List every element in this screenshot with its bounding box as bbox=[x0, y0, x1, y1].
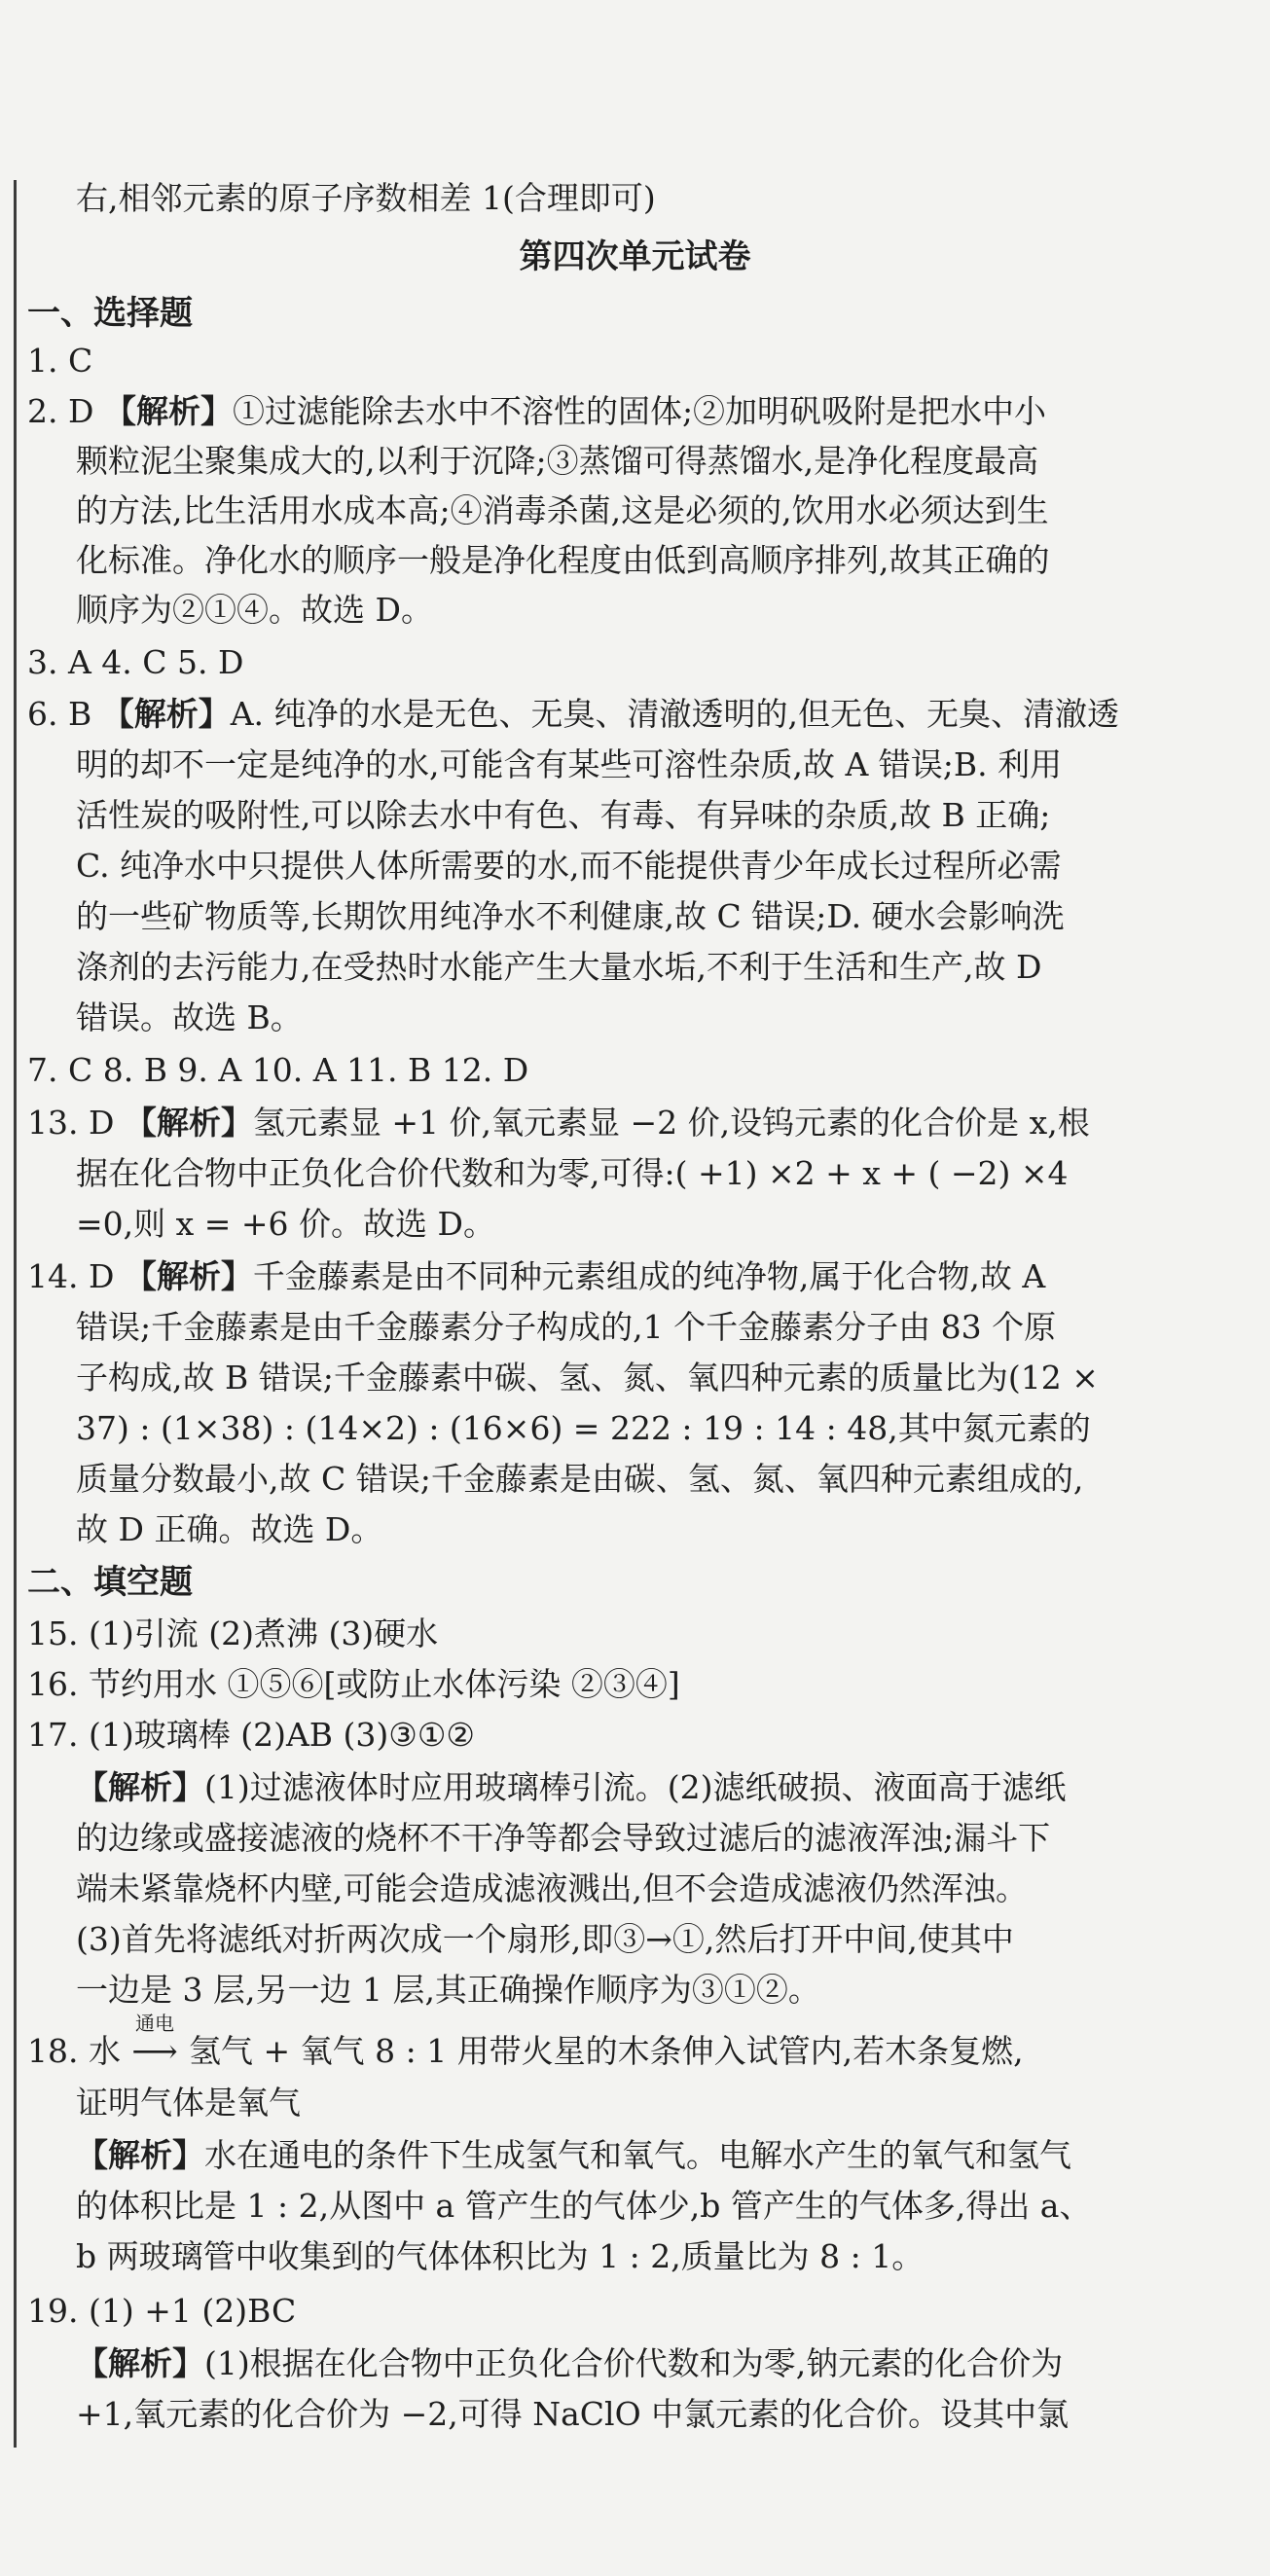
answer-q2-line1 bbox=[27, 391, 1244, 432]
answer-q14-line6: 故 D 正确。故选 D。 bbox=[76, 1510, 383, 1548]
answer-q17-exp-line5: 一边是 3 层,另一边 1 层,其正确操作顺序为③①②。 bbox=[76, 1971, 820, 2009]
answer-q19-exp-line2: +1,氧元素的化合价为 −2,可得 NaClO 中氯元素的化合价。设其中氯 bbox=[76, 2395, 1070, 2433]
analysis-tag: 【解析】 bbox=[103, 392, 233, 430]
answer-q17: 17. (1)玻璃棒 (2)AB (3)③①② bbox=[27, 1716, 476, 1754]
analysis-text: (1)过滤液体时应用玻璃棒引流。(2)滤纸破损、液面高于滤纸 bbox=[204, 1768, 1067, 1806]
answer-number: 6. B bbox=[27, 695, 102, 733]
answer-q6-line3: 活性炭的吸附性,可以除去水中有色、有毒、有异味的杂质,故 B 正确; bbox=[76, 796, 1051, 834]
answer-q6-line2: 明的却不一定是纯净的水,可能含有某些可溶性杂质,故 A 错误;B. 利用 bbox=[76, 745, 1063, 783]
answer-q18-exp-line1 bbox=[76, 2135, 1270, 2176]
answer-q19: 19. (1) +1 (2)BC bbox=[27, 2292, 297, 2330]
answer-number: 13. D bbox=[27, 1104, 125, 1142]
answer-q1: 1. C bbox=[27, 342, 93, 380]
answer-q6-line7: 错误。故选 B。 bbox=[76, 998, 303, 1036]
section-heading-choice: 一、选择题 bbox=[27, 294, 193, 333]
analysis-tag: 【解析】 bbox=[76, 2136, 204, 2174]
reaction-arrow bbox=[121, 2012, 189, 2072]
answer-q14-line4: 37) : (1×38) : (14×2) : (16×6) = 222 : 19 : 14 : 48,其中氮元素的 bbox=[76, 1409, 1091, 1447]
answer-q3-5: 3. A 4. C 5. D bbox=[27, 643, 244, 681]
answer-q19-exp-line1 bbox=[76, 2343, 1270, 2384]
answer-q17-exp-line2: 的边缘或盛接滤液的烧杯不干净等都会导致过滤后的滤液浑浊;漏斗下 bbox=[76, 1819, 1051, 1857]
answer-q2-line4: 化标准。净化水的顺序一般是净化程度由低到高顺序排列,故其正确的 bbox=[76, 541, 1050, 579]
analysis-tag: 【解析】 bbox=[124, 1257, 253, 1295]
answer-number: 14. D bbox=[27, 1257, 125, 1295]
analysis-text: 千金藤素是由不同种元素组成的纯净物,属于化合物,故 A bbox=[252, 1257, 1046, 1295]
answer-q2-line3: 的方法,比生活用水成本高;④消毒杀菌,这是必须的,饮用水必须达到生 bbox=[76, 491, 1049, 529]
answer-q18-line1 bbox=[27, 2012, 1244, 2072]
reaction-condition: 通电 bbox=[134, 2012, 174, 2035]
answer-q13-line3: =0,则 x = +6 价。故选 D。 bbox=[76, 1205, 495, 1243]
answer-q13-line2: 据在化合物中正负化合价代数和为零,可得:( +1) ×2 + x + ( −2) ×4 bbox=[76, 1154, 1069, 1192]
answer-q17-exp-line1 bbox=[76, 1767, 1270, 1808]
answer-q2-line2: 颗粒泥尘聚集成大的,以利于沉降;③蒸馏可得蒸馏水,是净化程度最高 bbox=[76, 442, 1039, 480]
answer-q14-line2: 错误;千金藤素是由千金藤素分子构成的,1 个千金藤素分子由 83 个原 bbox=[76, 1308, 1057, 1346]
analysis-text: 氢元素显 +1 价,氧元素显 −2 价,设钨元素的化合价是 x,根 bbox=[252, 1104, 1090, 1142]
analysis-text: 水在通电的条件下生成氢气和氧气。电解水产生的氧气和氢气 bbox=[204, 2136, 1071, 2174]
answer-q14-line3: 子构成,故 B 错误;千金藤素中碳、氢、氮、氧四种元素的质量比为(12 × bbox=[76, 1359, 1099, 1397]
answer-q18-exp-line3: b 两玻璃管中收集到的气体体积比为 1 : 2,质量比为 8 : 1。 bbox=[76, 2237, 925, 2275]
analysis-tag: 【解析】 bbox=[124, 1104, 253, 1142]
answer-q16: 16. 节约用水 ①⑤⑥[或防止水体污染 ②③④] bbox=[27, 1665, 680, 1703]
answer-q6-line1 bbox=[27, 694, 1244, 735]
answer-q17-exp-line3: 端未紧靠烧杯内壁,可能会造成滤液溅出,但不会造成滤液仍然浑浊。 bbox=[76, 1869, 1028, 1907]
answer-q6-line6: 涤剂的去污能力,在受热时水能产生大量水垢,不利于生活和生产,故 D bbox=[76, 948, 1042, 986]
answer-q6-line4: C. 纯净水中只提供人体所需要的水,而不能提供青少年成长过程所必需 bbox=[76, 847, 1062, 885]
analysis-text: (1)根据在化合物中正负化合价代数和为零,钠元素的化合价为 bbox=[204, 2344, 1064, 2382]
q18-products: 氢气 + 氧气 8 : 1 用带火星的木条伸入试管内,若木条复燃, bbox=[188, 2032, 1024, 2070]
section-heading-fill: 二、填空题 bbox=[27, 1563, 193, 1602]
answer-q14-line5: 质量分数最小,故 C 错误;千金藤素是由碳、氢、氮、氧四种元素组成的, bbox=[76, 1460, 1084, 1498]
analysis-tag: 【解析】 bbox=[101, 695, 231, 733]
analysis-tag: 【解析】 bbox=[76, 2344, 204, 2382]
answer-q13-line1 bbox=[27, 1103, 1244, 1143]
q18-reactant: 18. 水 bbox=[27, 2032, 121, 2070]
answer-q17-exp-line4: (3)首先将滤纸对折两次成一个扇形,即③→①,然后打开中间,使其中 bbox=[76, 1920, 1014, 1958]
analysis-text: A. 纯净的水是无色、无臭、清澈透明的,但无色、无臭、清澈透 bbox=[230, 695, 1120, 733]
answer-q6-line5: 的一些矿物质等,长期饮用纯净水不利健康,故 C 错误;D. 硬水会影响洗 bbox=[76, 897, 1065, 935]
answer-q2-line5: 顺序为②①④。故选 D。 bbox=[76, 591, 433, 629]
answer-q14-line1 bbox=[27, 1256, 1244, 1297]
page-title: 第四次单元试卷 bbox=[519, 237, 751, 276]
top-line: 右,相邻元素的原子序数相差 1(合理即可) bbox=[76, 179, 656, 217]
analysis-text: ①过滤能除去水中不溶性的固体;②加明矾吸附是把水中小 bbox=[232, 392, 1047, 430]
arrow-icon: ⟶ bbox=[131, 2032, 178, 2070]
answer-q18-line2: 证明气体是氧气 bbox=[76, 2084, 301, 2122]
answer-q7-12: 7. C 8. B 9. A 10. A 11. B 12. D bbox=[27, 1051, 529, 1089]
answer-q15: 15. (1)引流 (2)煮沸 (3)硬水 bbox=[27, 1615, 439, 1652]
margin-rule bbox=[14, 180, 17, 2448]
answer-number: 2. D bbox=[27, 392, 104, 430]
answer-q18-exp-line2: 的体积比是 1 : 2,从图中 a 管产生的气体少,b 管产生的气体多,得出 a、 bbox=[76, 2187, 1092, 2225]
analysis-tag: 【解析】 bbox=[76, 1768, 204, 1806]
